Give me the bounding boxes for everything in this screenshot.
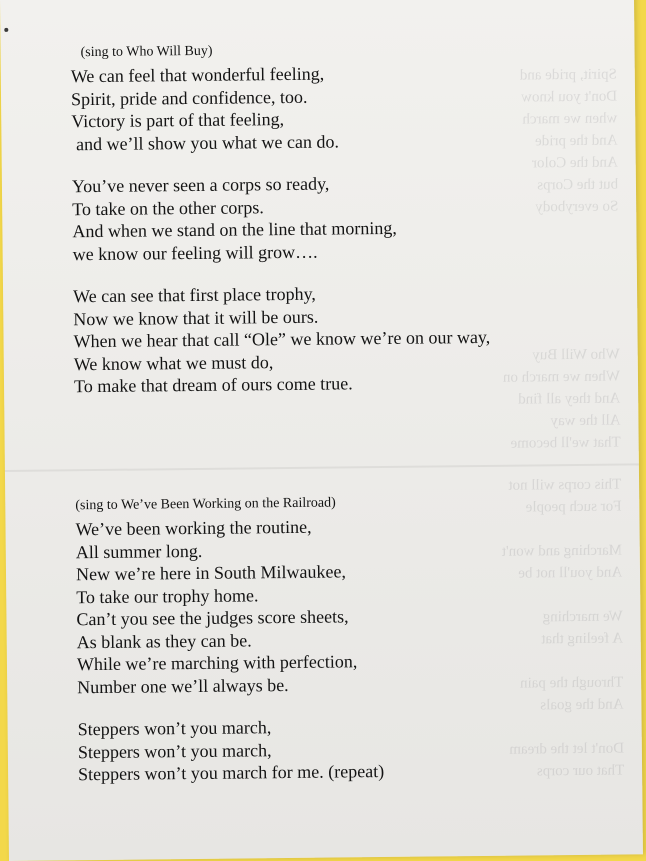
lyric-line: Steppers won’t you march, (77, 739, 272, 762)
song-tune-note: (sing to Who Will Buy) (80, 43, 213, 61)
lyric-line: We’ve been working the routine, (75, 516, 312, 540)
bleed-through-text: Spirit, pride and Don't you know when we march And the pride And the Color but the Corps So everybody (519, 66, 619, 216)
bleed-through-text-3: This corps will not For such people Marching and won't And you'll not be We marching A feeling that Through the pain And the goals Don't let the dream That our corps (501, 476, 625, 780)
song-railroad (75, 493, 384, 786)
lyric-line: we know our feeling will grow…. (72, 241, 318, 264)
lyric-line: To take our trophy home. (76, 584, 259, 607)
lyric-line: Spirit, pride and confidence, too. (70, 86, 308, 109)
lyric-line: Victory is part of that feeling, (71, 109, 285, 132)
lyric-line: and we’ll show you what we can do. (71, 130, 340, 154)
lyric-line: All summer long. (75, 540, 203, 562)
lyric-line: Steppers won’t you march, (77, 717, 272, 740)
lyric-line: To take on the other corps. (72, 196, 264, 219)
lyric-line: And when we stand on the line that morning, (72, 217, 397, 242)
lyric-line: We can feel that wonderful feeling, (70, 63, 325, 87)
ink-dot (4, 28, 8, 32)
bleed-through-text-2: Who Will Buy When we march on And they all find All the way That we'll become (502, 346, 621, 452)
lyric-line: While we’re marching with perfection, (76, 651, 358, 675)
lyric-line: When we hear that call “Ole” we know we’re on our way, (73, 326, 491, 352)
lyric-line: You’ve never seen a corps so ready, (71, 173, 330, 197)
song-who-will-buy (70, 39, 490, 398)
lyric-line: Can’t you see the judges score sheets, (76, 606, 349, 630)
lyric-line: We can see that first place trophy, (73, 283, 316, 307)
lyric-line: New we’re here in South Milwaukee, (75, 561, 347, 585)
lyric-line: As blank as they can be. (76, 629, 252, 652)
lyric-line: We know what we must do, (73, 351, 274, 374)
lyric-line: Now we know that it will be ours. (73, 306, 319, 329)
paper-fold (5, 463, 639, 472)
lyric-line: Steppers won’t you march for me. (repeat) (78, 761, 385, 785)
lyric-line: Number one we’ll always be. (77, 674, 289, 697)
song-tune-note: (sing to We’ve Been Working on the Railroad) (75, 495, 336, 514)
lyric-line: To make that dream of ours come true. (73, 373, 353, 397)
